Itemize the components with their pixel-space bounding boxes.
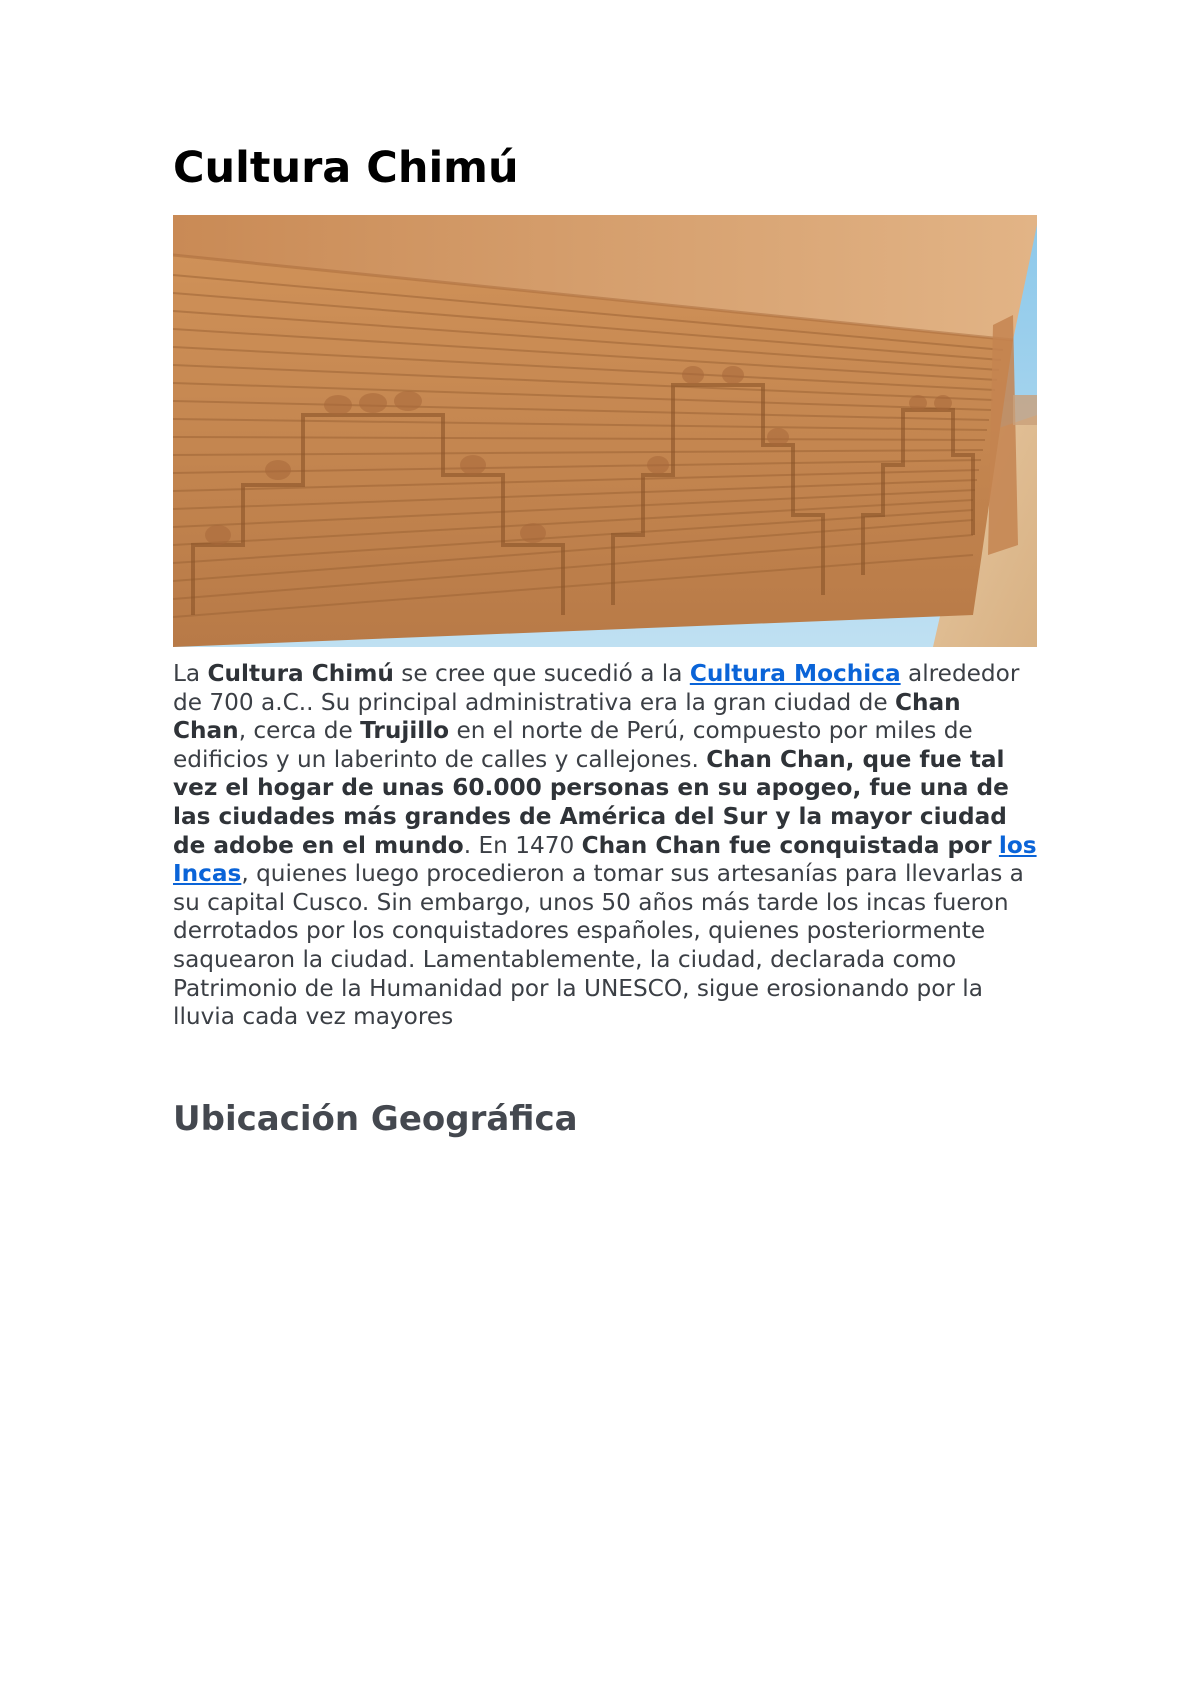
adobe-wall-photo <box>173 215 1037 647</box>
bold-text-run: Trujillo <box>360 717 450 745</box>
section-heading-ubicacion: Ubicación Geográfica <box>173 1099 578 1139</box>
text-run <box>992 832 999 859</box>
bold-text-run: Cultura Chimú <box>207 660 394 687</box>
bold-text-run: Chan Chan <box>173 688 961 745</box>
text-run: . En 1470 <box>463 831 582 859</box>
text-run: La <box>173 660 208 687</box>
text-run: , quienes luego procedieron a tomar sus artesanías para llevarlas a su capital Cusco. Sin embargo, unos 50 años más tarde los incas fueron derrotados por los conquistadores españoles, quienes posteriormente saquearon la ciudad. Lamentablemente, la ciudad, declarada como Patrimonio de la Humanidad por la UNESCO, sigue erosionando por la lluvia cada vez mayores <box>173 860 1024 1031</box>
bold-text-run: Chan Chan fue conquistada por <box>581 831 992 859</box>
text-run: en el norte de Perú, compuesto por miles de edificios y un laberinto de calles y callejones. <box>173 717 973 773</box>
text-run: alrededor de 700 a.C.. Su principal administrativa era la gran ciudad de <box>173 660 1020 716</box>
intro-paragraph <box>173 660 1037 1032</box>
text-run: , cerca de <box>238 717 361 745</box>
adobe-wall-illustration <box>173 215 1037 647</box>
inline-link[interactable]: Cultura Mochica <box>689 660 901 687</box>
text-run: se cree que sucedió a la <box>393 660 690 687</box>
bold-text-run: Chan Chan, que fue tal vez el hogar de unas 60.000 personas en su apogeo, fue una de las ciudades más grandes de América del Sur y la mayor ciudad de adobe en el mundo <box>173 745 1009 859</box>
inline-link[interactable]: los Incas <box>173 831 1037 888</box>
page-title: Cultura Chimú <box>173 143 519 193</box>
